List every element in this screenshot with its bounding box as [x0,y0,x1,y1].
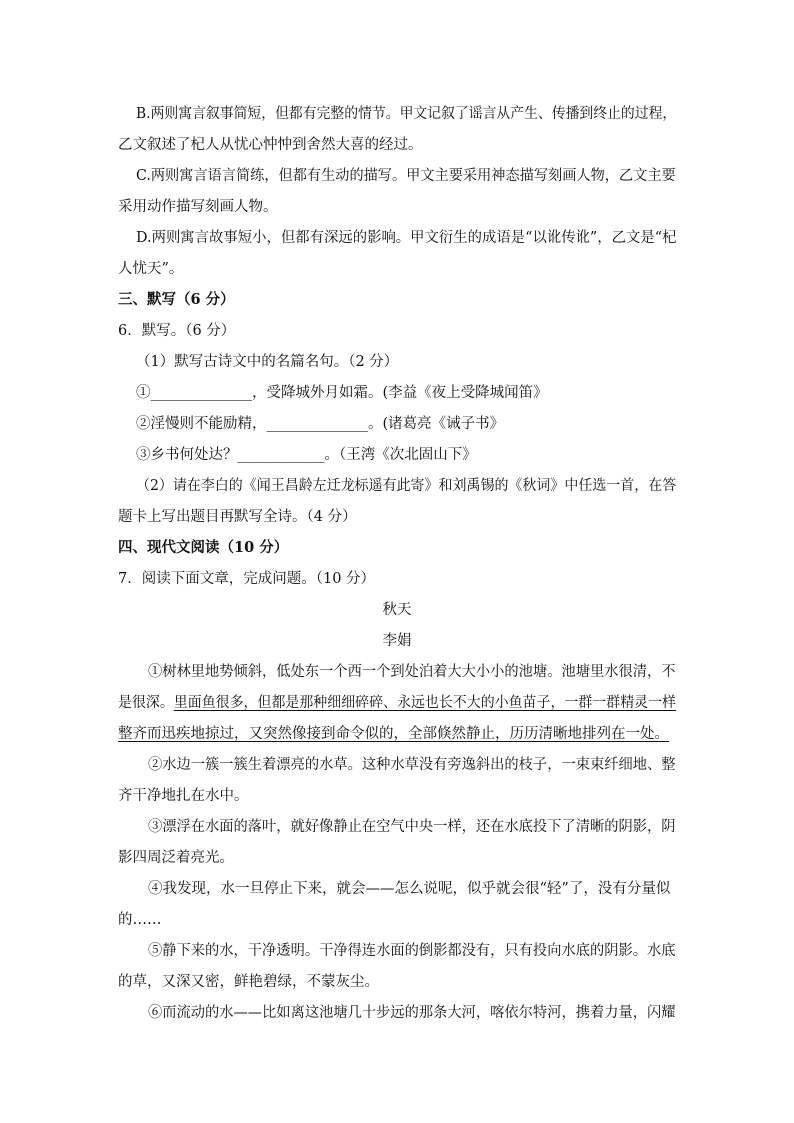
article-title: 秋天 [382,602,412,618]
paragraph-2-line-2: 齐干净地扎在水中。 [118,788,249,804]
option-b-line-1: B.两则寓言叙事简短，但都有完整的情节。甲文记叙了谣言从产生、传播到终止的过程， [136,106,677,122]
paragraph-4-line-2: 的…… [118,912,162,928]
paragraph-1-line-3: 整齐而迅疾地掠过，又突然像接到命令似的，全部倏然静止，历历清晰地排列在一处。 [118,726,669,742]
dictation-item-1: ①______________，受降城外月如霜。(李益《夜上受降城闻笛》 [136,385,548,401]
paragraph-2-line-1: ②水边一簇一簇生着漂亮的水草。这种水草没有旁逸斜出的枝子，一束束纤细地、整 [148,757,676,773]
paragraph-5-line-1: ⑤静下来的水，干净透明。干净得连水面的倒影都没有，只有投向水底的阴影。水底 [148,943,676,959]
paragraph-4-line-1: ④我发现，水一旦停止下来，就会——怎么说呢，似乎就会很“轻”了，没有分量似 [148,881,671,897]
dictation-item-2: ②淫慢则不能励精，______________。(诸葛亮《诫子书》 [136,416,505,432]
option-b-line-2: 乙文叙述了杞人从忧心忡忡到舍然大喜的经过。 [118,137,423,153]
section-4-heading: 四、现代文阅读（10 分） [118,539,289,556]
paragraph-3-line-2: 影四周泛着亮光。 [118,850,234,866]
option-c-line-1: C.两则寓言语言简练，但都有生动的描写。甲文主要采用神态描写刻画人物，乙文主要 [136,168,676,184]
question-6-part-1: （1）默写古诗文中的名篇名句。（2 分） [136,354,399,370]
dictation-item-3: ③乡书何处达？____________。（王湾《次北固山下》 [136,447,477,463]
paragraph-1-text: 是很深。 [118,695,174,711]
paragraph-3-line-1: ③漂浮在水面的落叶，就好像静止在空气中央一样，还在水底投下了清晰的阴影，阴 [148,819,676,835]
paragraph-1-line-2 [118,693,676,713]
paragraph-5-line-2: 的草，又深又密，鲜艳碧绿，不蒙灰尘。 [118,974,379,990]
question-6-part-2-line-1: （2）请在李白的《闻王昌龄左迁龙标遥有此寄》和刘禹锡的《秋词》中任选一首，在答 [136,478,677,494]
section-3-heading: 三、默写（6 分） [118,291,235,308]
option-d-line-2: 人忧天”。 [118,261,184,277]
option-c-line-2: 采用动作描写刻画人物。 [118,199,278,215]
article-author: 李娟 [382,633,412,649]
question-7: 7．阅读下面文章，完成问题。（10 分） [118,571,376,587]
question-6: 6．默写。（6 分） [118,323,236,339]
paragraph-1-line-1: ①树林里地势倾斜，低处东一个西一个到处泊着大大小小的池塘。池塘里水很清，不 [148,664,676,680]
underlined-sentence: 里面鱼很多，但都是那种细细碎碎、永远也长不大的小鱼苗子，一群一群精灵一样 [173,695,677,711]
option-d-line-1: D.两则寓言故事短小，但都有深远的影响。甲文衍生的成语是“以讹传讹”，乙文是“杞 [136,230,677,246]
question-6-part-2-line-2: 题卡上写出题目再默写全诗。（4 分） [118,509,357,525]
paragraph-6-line-1: ⑥而流动的水——比如离这池塘几十步远的那条大河，喀依尔特河，携着力量，闪耀 [148,1005,676,1021]
